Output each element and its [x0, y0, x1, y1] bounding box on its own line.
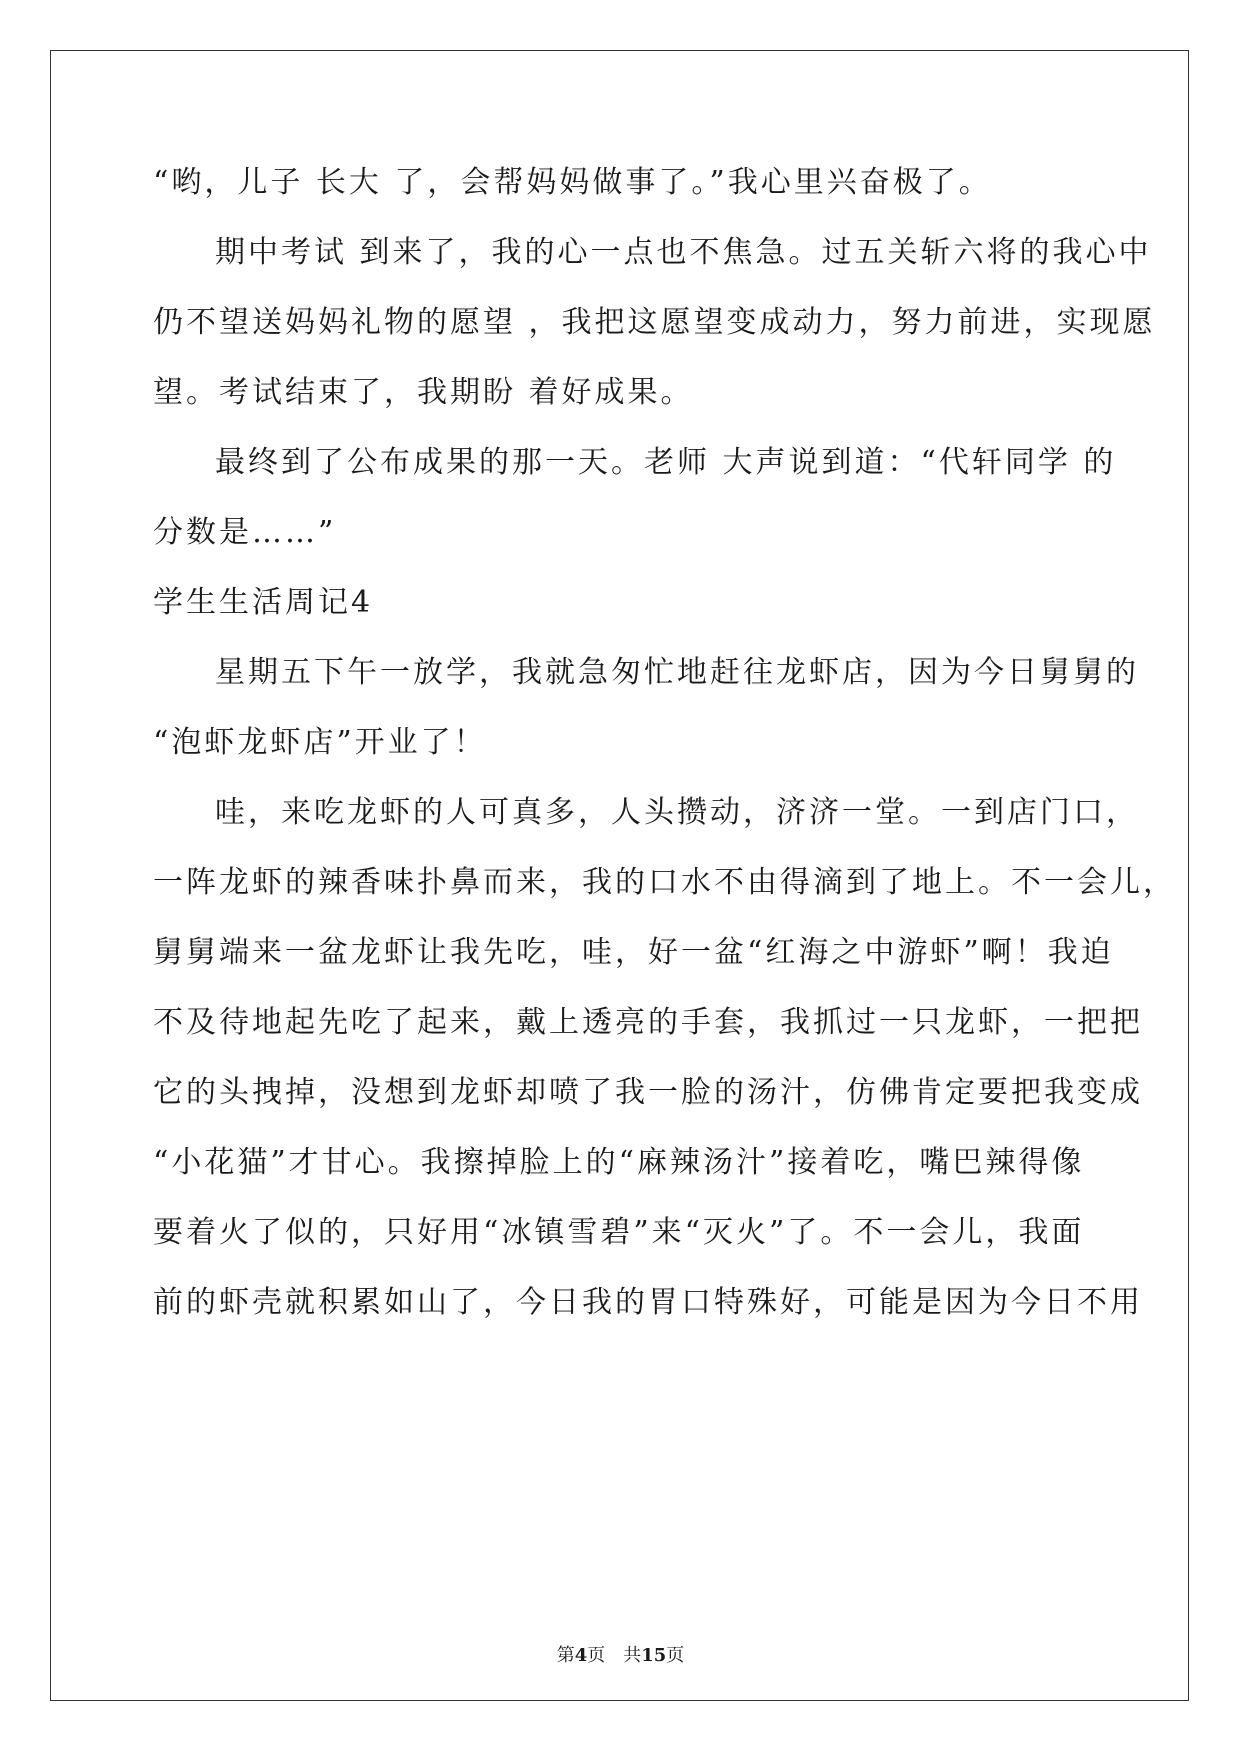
text-line: “哟，儿子 长大 了，会帮妈妈做事了。”我心里兴奋极了。 [153, 165, 992, 200]
text-line: 期中考试 到来了，我的心一点也不焦急。过五关斩六将的我心中 [215, 235, 1152, 270]
text-line: 星期五下午一放学，我就急匆忙地赶往龙虾店，因为今日舅舅的 [215, 655, 1139, 690]
text-line: 前的虾壳就积累如山了，今日我的胃口特殊好，可能是因为今日不用 [153, 1285, 1143, 1320]
text-line: 望。考试结束了，我期盼 着好成果。 [153, 375, 694, 410]
section-heading: 学生生活周记4 [153, 585, 374, 620]
text-line: 它的头拽掉，没想到龙虾却喷了我一脸的汤汁，仿佛肯定要把我变成 [153, 1075, 1143, 1110]
text-line: 一阵龙虾的辣香味扑鼻而来，我的口水不由得滴到了地上。不一会儿， [153, 865, 1176, 900]
text-line: 哇，来吃龙虾的人可真多，人头攒动，济济一堂。一到店门口， [215, 795, 1139, 830]
text-line: 舅舅端来一盆龙虾让我先吃，哇，好一盆“红海之中游虾”啊！我迫 [153, 935, 1114, 970]
text-line: 最终到了公布成果的那一天。老师 大声说到道：“代轩同学 的 [215, 445, 1117, 480]
text-line: 要着火了似的，只好用“冰镇雪碧”来“灭火”了。不一会儿，我面 [153, 1215, 1085, 1250]
footer-suffix: 页 [666, 1645, 685, 1666]
current-page-number: 4 [574, 1645, 588, 1666]
total-page-number: 15 [641, 1645, 667, 1666]
footer-prefix: 第 [556, 1645, 575, 1666]
footer-mid: 页 共 [587, 1645, 642, 1666]
page-footer [0, 1641, 1241, 1667]
text-line: 不及待地起先吃了起来，戴上透亮的手套，我抓过一只龙虾，一把把 [153, 1005, 1143, 1040]
text-line: “泡虾龙虾店”开业了！ [153, 725, 487, 760]
text-line: 仍不望送妈妈礼物的愿望 ，我把这愿望变成动力，努力前进，实现愿 [153, 305, 1156, 340]
text-line: “小花猫”才甘心。我擦掉脸上的“麻辣汤汁”接着吃，嘴巴辣得像 [153, 1145, 1085, 1180]
text-line: 分数是……” [153, 515, 337, 550]
